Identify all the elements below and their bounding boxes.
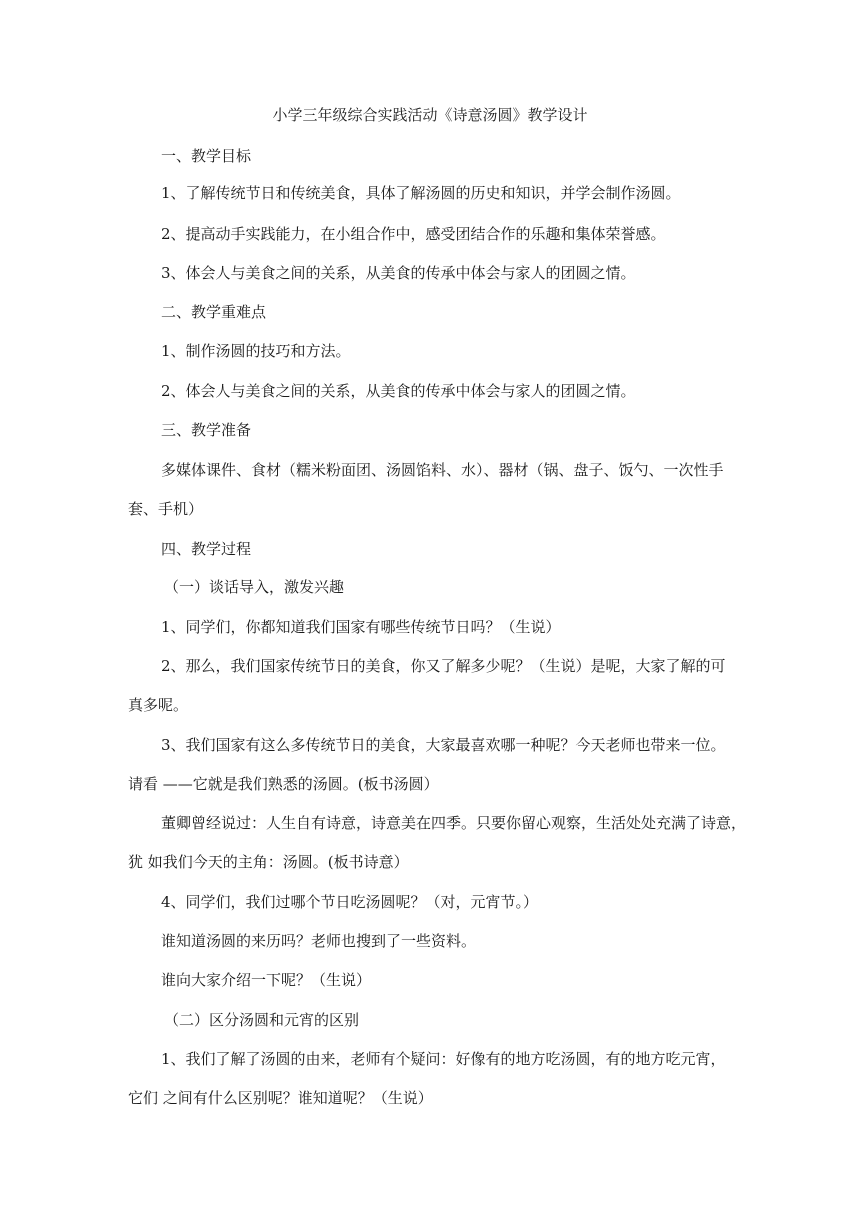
paragraph-line: 套、手机） xyxy=(128,500,204,518)
paragraph-line: 1、同学们，你都知道我们国家有哪些传统节日吗？（生说） xyxy=(161,618,561,636)
paragraph-line: 4、同学们，我们过哪个节日吃汤圆呢？（对，元宵节。） xyxy=(161,893,539,911)
paragraph-line: 谁向大家介绍一下呢？（生说） xyxy=(161,971,372,989)
document-title: 小学三年级综合实践活动《诗意汤圆》教学设计 xyxy=(272,106,588,124)
paragraph-line: 2、体会人与美食之间的关系，从美食的传承中体会与家人的团圆之情。 xyxy=(161,382,636,400)
paragraph-line: 它们 之间有什么区别呢？谁知道呢？（生说） xyxy=(128,1089,433,1107)
paragraph-line: 真多呢。 xyxy=(128,696,189,714)
section-heading-key-points: 二、教学重难点 xyxy=(161,303,267,321)
paragraph-line: 2、提高动手实践能力，在小组合作中，感受团结合作的乐趣和集体荣誉感。 xyxy=(161,225,666,243)
section-heading-preparation: 三、教学准备 xyxy=(161,421,252,439)
subsection-heading: （二）区分汤圆和元宵的区别 xyxy=(164,1011,360,1029)
paragraph-line: 犹 如我们今天的主角：汤圆。(板书诗意） xyxy=(128,853,409,871)
section-heading-process: 四、教学过程 xyxy=(161,540,252,558)
paragraph-line: 2、那么，我们国家传统节日的美食，你又了解多少呢？（生说）是呢，大家了解的可 xyxy=(161,657,726,675)
paragraph-line: 多媒体课件、食材（糯米粉面团、汤圆馅料、水）、器材（锅、盘子、饭勺、一次性手 xyxy=(161,461,724,479)
paragraph-line: 3、我们国家有这么多传统节日的美食，大家最喜欢哪一种呢？今天老师也带来一位。 xyxy=(161,736,726,754)
paragraph-line: 3、体会人与美食之间的关系，从美食的传承中体会与家人的团圆之情。 xyxy=(161,264,636,282)
paragraph-line: 1、制作汤圆的技巧和方法。 xyxy=(161,342,351,360)
paragraph-line: 董卿曾经说过：人生自有诗意，诗意美在四季。只要你留心观察，生活处处充满了诗意， xyxy=(161,814,747,832)
paragraph-line: 1、了解传统节日和传统美食，具体了解汤圆的历史和知识，并学会制作汤圆。 xyxy=(161,184,681,202)
paragraph-line: 请看 ——它就是我们熟悉的汤圆。(板书汤圆） xyxy=(128,775,439,793)
section-heading-objectives: 一、教学目标 xyxy=(161,147,252,165)
paragraph-line: 谁知道汤圆的来历吗？老师也搜到了一些资料。 xyxy=(161,932,477,950)
paragraph-line: 1、我们了解了汤圆的由来，老师有个疑问：好像有的地方吃汤圆，有的地方吃元宵， xyxy=(161,1050,726,1068)
subsection-heading: （一）谈话导入，激发兴趣 xyxy=(164,578,345,596)
